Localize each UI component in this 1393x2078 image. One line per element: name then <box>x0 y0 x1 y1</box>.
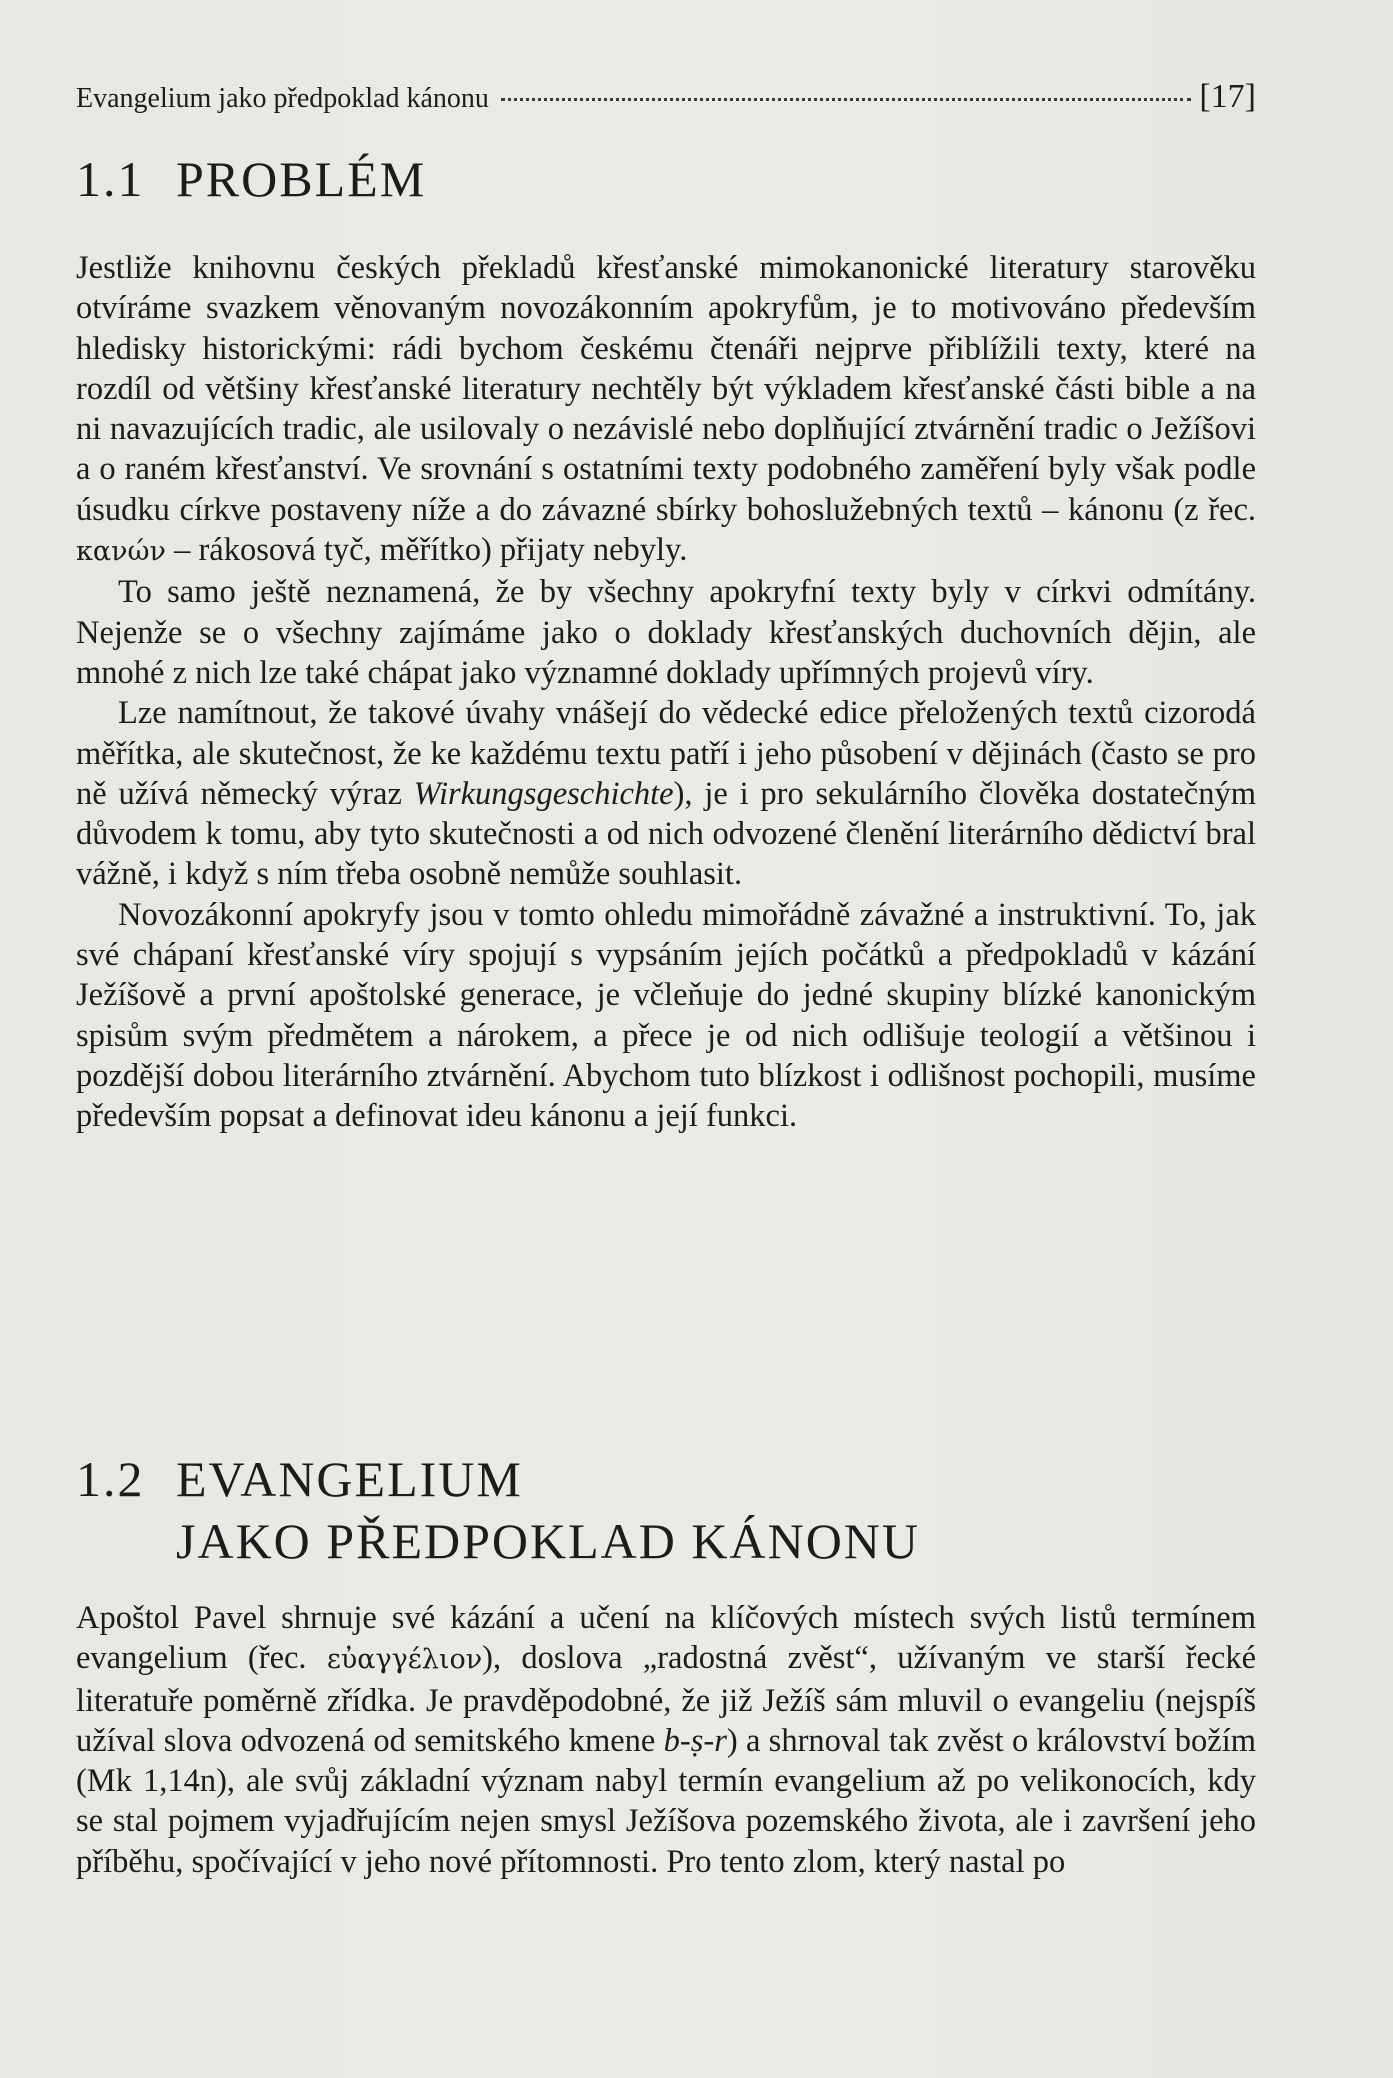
section-title-line1: EVANGELIUM <box>176 1451 523 1507</box>
paragraph-text: Apoštol Pavel shrnuje své kázání a učení na klíčových místech svých listů termínem evangelium (řec. <box>76 1600 1256 1677</box>
italic-term: b-ṣ-r <box>663 1722 727 1759</box>
section-body-evangelium <box>76 1598 1256 1882</box>
leader-dots <box>501 98 1191 101</box>
paragraph <box>76 1598 1256 1882</box>
section-number: 1.2 <box>76 1451 145 1507</box>
paragraph-text: Jestliže knihovnu českých překladů křesťanské mimokanonické literatury starověku otvíráme svazkem věnovaným novozákonním apokryfům, je to motivováno především hledisky historickými: rádi bychom českému čtenáři nejprve přiblížili texty, které na rozdíl od většiny křesťanské literatury nechtěly být výkladem křesťanské části bible a na ni navazujících tradic, ale usilovaly o nezávislé nebo doplňující ztvárnění tradic o Ježíšovi a o raném křesťanství. Ve srovnání s ostatními texty podobného zaměření byly však podle úsudku církve postaveny níže a do závazné sbírky bohoslužebných textů – kánonu (z řec. <box>76 250 1256 528</box>
paragraph-text: – rákosová tyč, měřítko) přijaty nebyly. <box>174 532 688 569</box>
paragraph <box>76 693 1256 894</box>
section-heading-problem <box>76 148 426 210</box>
paragraph <box>76 248 1256 572</box>
running-header-title: Evangelium jako předpoklad kánonu <box>76 83 489 114</box>
paragraph-text: ) a shrnoval tak zvěst o království božím (Mk 1,14n), ale svůj základní význam nabyl termín evangelium až po velikonocích, kdy se stal pojmem vyjadřujícím nejen smysl Ježíšova pozemského života, ale i završení jeho příběhu, spočívající v jeho nové přítomnosti. Pro tento zlom, který nastal po <box>76 1722 1257 1880</box>
paragraph: To samo ještě neznamená, že by všechny apokryfní texty byly v církvi odmítány. Nejenže se o všechny zajímáme jako o doklady křesťanských duchovních dějin, ale mnohé z nich lze také chápat jako významné doklady upřímných projevů víry. <box>76 574 1256 691</box>
paragraph-text: ), je i pro sekulárního člověka dostatečným důvodem k tomu, aby tyto skutečnosti a od nich odvozené členění literárního dědictví bral vážně, i když s ním třeba osobně nemůže souhlasit. <box>76 775 1256 893</box>
greek-term: εὐαγγέλιον <box>326 1644 483 1676</box>
section-heading-evangelium <box>76 1448 920 1572</box>
section-title: PROBLÉM <box>176 151 427 207</box>
section-body-problem <box>76 248 1256 1137</box>
running-header <box>76 78 1256 116</box>
paragraph-text: ), doslova „radostná zvěst“, užívaným ve starší řecké literatuře poměrně zřídka. Je pravděpodobné, že již Ježíš sám mluvil o evangeliu (nejspíš užíval slova odvozená od semitského kmene <box>76 1640 1256 1759</box>
section-number: 1.1 <box>76 151 145 207</box>
paragraph-text: Lze namítnout, že takové úvahy vnášejí do vědecké edice přeložených textů cizorodá měřítka, ale skutečnost, že ke každému textu patří i jeho působení v dějinách (často se pro ně užívá německý výraz <box>76 695 1256 812</box>
section-title-line2: JAKO PŘEDPOKLAD KÁNONU <box>176 1513 921 1569</box>
italic-term: Wirkungsgeschichte <box>413 775 674 812</box>
page-number: [17] <box>1199 78 1256 115</box>
greek-term: κανών <box>76 536 166 568</box>
paragraph: Novozákonní apokryfy jsou v tomto ohledu mimořádně závažné a instruktivní. To, jak své chápaní křesťanské víry spojují s vypsáním jejích počátků a předpokladů v kázání Ježíšově a první apoštolské generace, je včleňuje do jedné skupiny blízké kanonickým spisům svým předmětem a nárokem, a přece je od nich odlišuje teologií a většinou i pozdější dobou literárního ztvárnění. Abychom tuto blízkost i odlišnost pochopili, musíme především popsat a definovat ideu kánonu a její funkci. <box>76 896 1256 1135</box>
